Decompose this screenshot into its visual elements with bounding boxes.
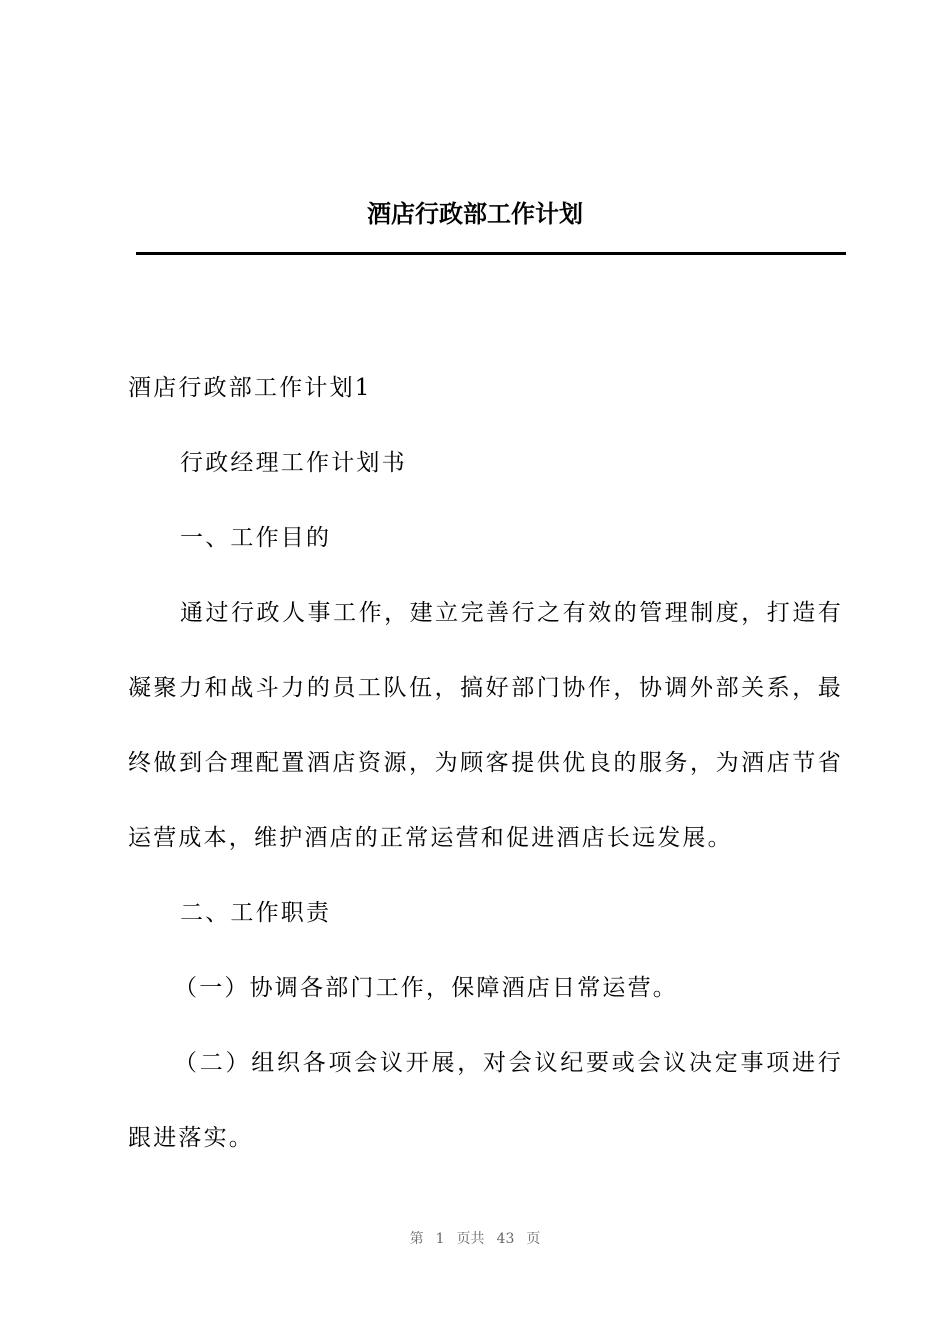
footer-prefix: 第 xyxy=(409,1231,424,1247)
title-divider xyxy=(136,252,846,255)
document-body xyxy=(128,351,843,1176)
footer-page-number: 1 xyxy=(435,1231,445,1247)
paragraph-purpose: 通过行政人事工作，建立完善行之有效的管理制度，打造有凝聚力和战斗力的员工队伍，搞好部门协作，协调外部关系，最终做到合理配置酒店资源，为顾客提供优良的服务，为酒店节省运营成本，维护酒店的正常运营和促进酒店长远发展。 xyxy=(128,600,843,851)
duty-item-1: （一）协调各部门工作，保障酒店日常运营。 xyxy=(174,975,678,1001)
footer-total-pages: 43 xyxy=(496,1231,515,1247)
footer-suffix: 页 xyxy=(526,1231,541,1247)
document-title: 酒店行政部工作计划 xyxy=(367,200,583,228)
heading-duties: 二、工作职责 xyxy=(180,900,332,926)
footer-middle: 页共 xyxy=(456,1231,485,1247)
heading-purpose: 一、工作目的 xyxy=(180,525,332,551)
section-heading: 酒店行政部工作计划1 xyxy=(128,375,372,401)
duty-item-2: （二）组织各项会议开展，对会议纪要或会议决定事项进行跟进落实。 xyxy=(128,1050,843,1151)
subtitle: 行政经理工作计划书 xyxy=(180,450,407,476)
page-footer xyxy=(0,1229,950,1249)
